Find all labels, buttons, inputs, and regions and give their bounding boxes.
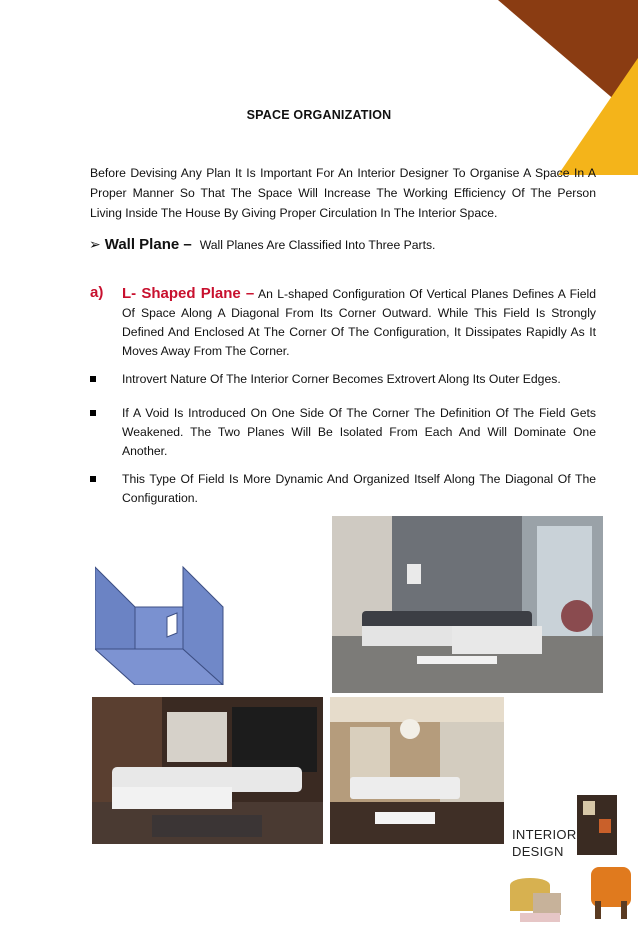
living-room-photo bbox=[332, 516, 603, 693]
l-shaped-title: L- Shaped Plane – bbox=[122, 285, 255, 302]
wall-plane-heading bbox=[89, 236, 609, 253]
l-shaped-body bbox=[122, 284, 596, 361]
l-shaped-plane-diagram bbox=[95, 557, 295, 685]
logo-line-2: DESIGN bbox=[512, 844, 564, 859]
bullet-item bbox=[90, 370, 596, 389]
corner-decoration bbox=[498, 0, 638, 175]
logo-text bbox=[512, 826, 577, 860]
list-marker: a) bbox=[90, 284, 104, 301]
arrow-bullet-icon: ➢ bbox=[89, 236, 101, 252]
living-room-photo bbox=[92, 697, 323, 844]
bullet-text: Introvert Nature Of The Interior Corner Becomes Extrovert Along Its Outer Edges. bbox=[122, 372, 561, 386]
logo-line-1: INTERIOR bbox=[512, 827, 577, 842]
l-shaped-text: An L-shaped Configuration Of Vertical Planes Defines A Field Of Space Along A Diagonal From Its Corner Outward. While This Field Is Strongly Defined And Enclosed At The Corner Of The Configuration, It Dissipates Rapidly As It Moves Away From The Corner. bbox=[122, 287, 596, 358]
intro-paragraph: Before Devising Any Plan It Is Important For An Interior Designer To Organise A Space In A Proper Manner So That The Space Will Increase The Working Efficiency Of The Person Living Inside The House By Giving Proper Circulation In The Interior Space. bbox=[90, 166, 596, 220]
square-bullet-icon bbox=[90, 476, 96, 482]
wall-plane-title: Wall Plane – bbox=[104, 236, 192, 253]
page-title: SPACE ORGANIZATION bbox=[246, 108, 392, 122]
living-room-photo bbox=[330, 697, 504, 844]
wall-plane-text: Wall Planes Are Classified Into Three Parts. bbox=[199, 238, 436, 252]
bullet-item bbox=[90, 404, 596, 461]
bullet-text: This Type Of Field Is More Dynamic And Organized Itself Along The Diagonal Of The Configuration. bbox=[122, 472, 596, 505]
bullet-item bbox=[90, 470, 596, 508]
square-bullet-icon bbox=[90, 376, 96, 382]
square-bullet-icon bbox=[90, 410, 96, 416]
l-shaped-section bbox=[90, 284, 596, 361]
bullet-text: If A Void Is Introduced On One Side Of The Corner The Definition Of The Field Gets Weakened. The Two Planes Will Be Isolated From Each And Will Dominate One Another. bbox=[122, 406, 596, 458]
